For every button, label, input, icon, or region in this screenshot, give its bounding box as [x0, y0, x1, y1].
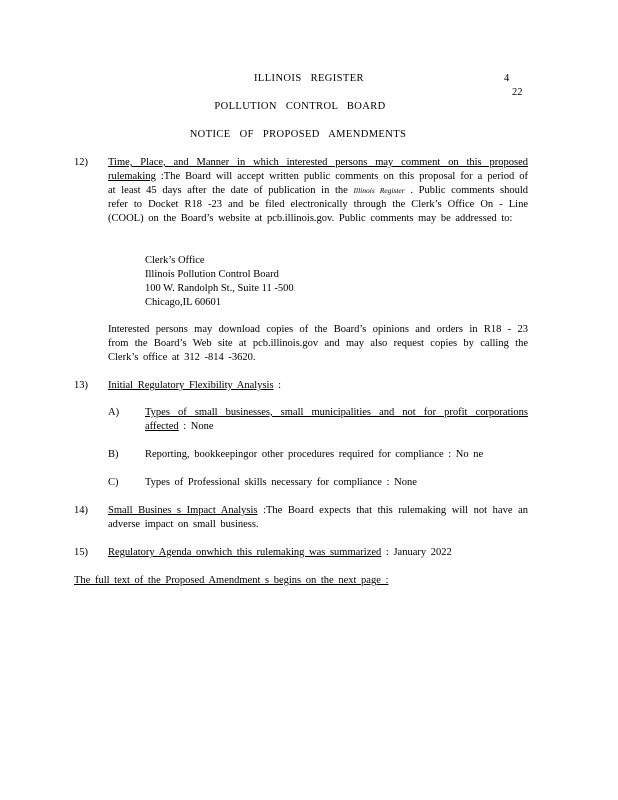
- item-14-heading: Small Busines s Impact Analysis: [108, 505, 258, 516]
- item-15-body: : January 2022: [381, 547, 452, 558]
- item-number: 14): [74, 505, 88, 516]
- subitem-value: : No ne: [443, 449, 484, 460]
- item-13-paragraph: [108, 379, 528, 393]
- item-number: 15): [74, 547, 88, 558]
- item-12-body-start: :The Board will accept written public comments on this proposal for a period of at least 45 days after the date of publication in the: [108, 171, 528, 196]
- journal-name: Illinois Register: [353, 186, 405, 195]
- item-13-heading: Initial Regulatory Flexibility Analysis: [108, 380, 274, 391]
- mailing-address: [145, 254, 445, 310]
- item-14-body: :The Board expects that this rulemaking will not have an adverse impact on small business.: [108, 505, 528, 530]
- item-12-body-end: . Public comments should refer to Docket R18 -23 and be filed electronically through the Clerk’s Office On - Line (COOL) on the Board’s website at pcb.illinois.gov. Public comments may be addressed to:: [108, 185, 529, 224]
- subitem-value: : None: [178, 421, 214, 432]
- issue-number: 22: [512, 87, 523, 98]
- item-15-paragraph: [108, 546, 528, 560]
- full-text-notice: [74, 574, 534, 588]
- subitem-value: : None: [381, 477, 417, 488]
- subitem-letter: C): [108, 477, 119, 488]
- address-line: Illinois Pollution Control Board: [145, 269, 279, 280]
- download-paragraph: Interested persons may download copies of the Board’s opinions and orders in R18 - 23 from the Board’s Web site at pcb.illinois.gov and may also request copies by calling the Clerk’s office at 312 -814 -3620.: [108, 324, 528, 363]
- subitem-label: Types of small businesses, small municipalities and not for profit corporations affected: [145, 407, 528, 432]
- volume-number: 4: [504, 73, 510, 84]
- subitem-label: Types of Professional skills necessary for compliance: [145, 477, 382, 488]
- address-line: Chicago,IL 60601: [145, 297, 222, 308]
- agency-title: POLLUTION CONTROL BOARD: [214, 101, 386, 112]
- item-12-heading: Time, Place, and Manner in which interested persons may comment on this proposed rulemaking: [108, 157, 528, 182]
- address-line: Clerk’s Office: [145, 255, 205, 266]
- item-number: 12): [74, 157, 88, 168]
- subitem-letter: B): [108, 449, 119, 460]
- item-13-heading-suffix: :: [273, 380, 282, 391]
- subitem-a: [145, 406, 528, 434]
- subitem-letter: A): [108, 407, 120, 418]
- register-title: ILLINOIS REGISTER: [254, 73, 364, 84]
- subitem-label: Reporting, bookkeepingor other procedures required for compliance: [145, 449, 444, 460]
- notice-title: NOTICE OF PROPOSED AMENDMENTS: [189, 129, 407, 140]
- volume-issue: [504, 72, 534, 100]
- item-14-paragraph: [108, 504, 528, 532]
- item-15-heading: Regulatory Agenda onwhich this rulemaking was summarized: [108, 547, 382, 558]
- item-12-paragraph: [108, 156, 528, 226]
- item-number: 13): [74, 380, 88, 391]
- subitem-b: [145, 448, 528, 462]
- address-line: 100 W. Randolph St., Suite 11 -500: [145, 283, 294, 294]
- full-text-line: The full text of the Proposed Amendment s begins on the next page :: [74, 575, 389, 586]
- subitem-c: [145, 476, 528, 490]
